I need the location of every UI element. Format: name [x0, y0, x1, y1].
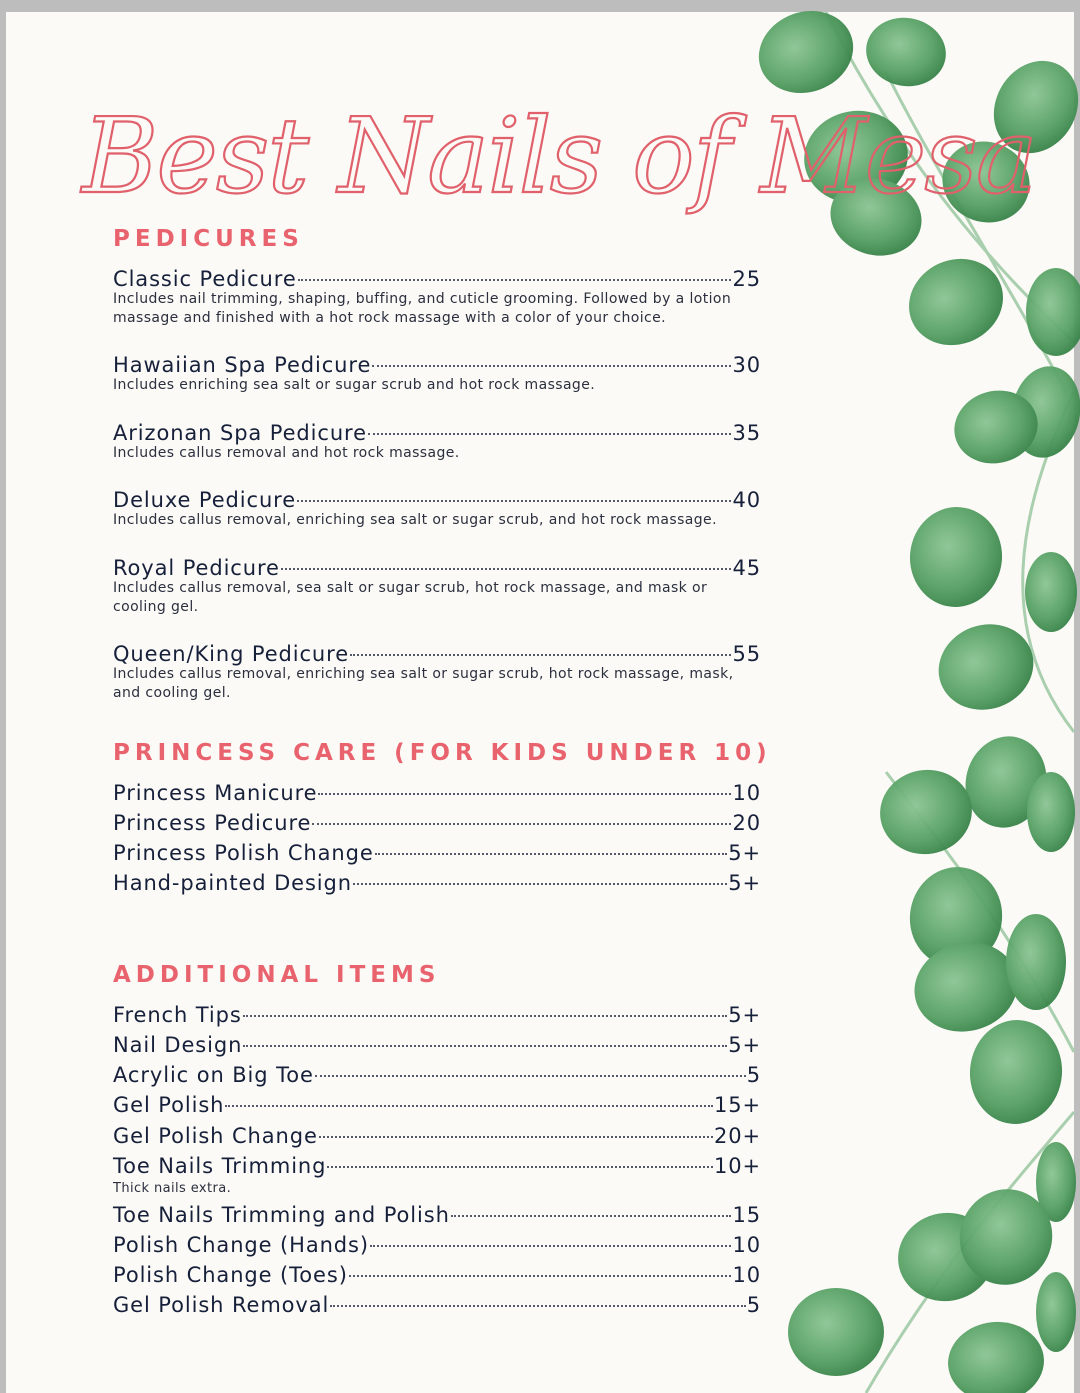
- title-text: Best Nails of Mesa: [82, 95, 1036, 217]
- menu-item-hand-painted-design: [113, 868, 761, 898]
- menu-item-polish-change-toes: [113, 1260, 761, 1290]
- item-name: Gel Polish Removal: [113, 1293, 330, 1317]
- item-price: 5+: [728, 1003, 761, 1027]
- item-price: 45: [732, 556, 761, 580]
- leaf-15: [1027, 772, 1075, 852]
- item-name: Toe Nails Trimming: [113, 1154, 327, 1178]
- dot-leader: [370, 1245, 732, 1247]
- item-name: Hand-painted Design: [113, 871, 352, 895]
- menu-item-deluxe-pedicure: [113, 485, 761, 530]
- dot-leader: [349, 1275, 732, 1277]
- dot-leader: [318, 793, 731, 795]
- item-name: Toe Nails Trimming and Polish: [113, 1203, 450, 1227]
- item-price: 5: [746, 1063, 761, 1087]
- menu-item-princess-manicure: [113, 778, 761, 808]
- item-price: 30: [732, 353, 761, 377]
- item-name: Polish Change (Toes): [113, 1263, 348, 1287]
- item-price: 5+: [728, 1033, 761, 1057]
- menu-item-french-tips: [113, 1000, 761, 1030]
- item-description: Includes nail trimming, shaping, buffing, and cuticle grooming. Followed by a lotion massage and finished with a hot rock massage with a color of your choice.: [113, 291, 732, 326]
- item-name: Hawaiian Spa Pedicure: [113, 353, 372, 377]
- item-price: 5+: [728, 841, 761, 865]
- menu-item-princess-pedicure: [113, 808, 761, 838]
- item-name: Deluxe Pedicure: [113, 488, 297, 512]
- item-price: 5: [746, 1293, 761, 1317]
- section-heading-princess-care: PRINCESS CARE (FOR KIDS UNDER 10): [113, 740, 772, 766]
- item-name: Royal Pedicure: [113, 556, 280, 580]
- menu-item-hawaiian-spa-pedicure: [113, 350, 761, 395]
- item-description: Includes callus removal, sea salt or sugar scrub, hot rock massage, and mask or cooling gel.: [113, 580, 708, 615]
- item-name: Princess Pedicure: [113, 811, 312, 835]
- menu-page: [6, 12, 1074, 1393]
- leaf-24: [945, 1318, 1048, 1393]
- leaf-19: [966, 1016, 1067, 1128]
- dot-leader: [281, 568, 732, 570]
- section-heading-pedicures: PEDICURES: [113, 226, 304, 252]
- item-name: Gel Polish: [113, 1093, 225, 1117]
- dot-leader: [243, 1045, 727, 1047]
- item-price: 10: [732, 1233, 761, 1257]
- item-price: 10: [732, 1263, 761, 1287]
- page-title: [76, 74, 1036, 234]
- menu-item-gel-polish: [113, 1090, 761, 1120]
- item-name: Princess Manicure: [113, 781, 318, 805]
- menu-item-gel-polish-removal: [113, 1290, 761, 1320]
- item-price: 35: [732, 421, 761, 445]
- menu-item-toe-nails-trimming: [113, 1151, 761, 1181]
- menu-item-queen-king-pedicure: [113, 639, 761, 703]
- leaf-25: [1036, 1272, 1076, 1352]
- dot-leader: [451, 1215, 732, 1217]
- menu-item-princess-polish-change: [113, 838, 761, 868]
- leaf-11: [1025, 552, 1077, 632]
- section-heading-additional-items: ADDITIONAL ITEMS: [113, 962, 441, 988]
- item-price: 40: [732, 488, 761, 512]
- item-price: 5+: [728, 871, 761, 895]
- leaf-7: [1026, 268, 1080, 356]
- item-description: Includes callus removal, enriching sea salt or sugar scrub, and hot rock massage.: [113, 512, 717, 528]
- dot-leader: [319, 1136, 713, 1138]
- dot-leader: [350, 654, 731, 656]
- item-name: Queen/King Pedicure: [113, 642, 350, 666]
- dot-leader: [353, 883, 727, 885]
- menu-item-gel-polish-change: [113, 1121, 761, 1151]
- dot-leader: [243, 1015, 728, 1017]
- leaf-1: [861, 12, 952, 93]
- item-name: Nail Design: [113, 1033, 243, 1057]
- dot-leader: [330, 1305, 745, 1307]
- leaf-18: [1006, 914, 1066, 1010]
- menu-item-acrylic-big-toe: [113, 1060, 761, 1090]
- item-name: Classic Pedicure: [113, 267, 297, 291]
- menu-item-arizonan-spa-pedicure: [113, 418, 761, 463]
- item-description: Includes callus removal, enriching sea salt or sugar scrub, hot rock massage, mask, and cooling gel.: [113, 666, 734, 701]
- menu-item-toe-nails-trimming-polish: [113, 1200, 761, 1230]
- leaf-23: [788, 1288, 884, 1376]
- item-name: French Tips: [113, 1003, 242, 1027]
- dot-leader: [315, 1075, 746, 1077]
- dot-leader: [372, 365, 731, 367]
- item-price: 10: [732, 781, 761, 805]
- dot-leader: [298, 279, 732, 281]
- item-description: Includes enriching sea salt or sugar scrub and hot rock massage.: [113, 377, 596, 393]
- dot-leader: [225, 1105, 713, 1107]
- item-price: 25: [732, 267, 761, 291]
- menu-item-polish-change-hands: [113, 1230, 761, 1260]
- item-price: 10+: [713, 1154, 761, 1178]
- item-price: 55: [732, 642, 761, 666]
- thick-nails-note: Thick nails extra.: [113, 1181, 232, 1196]
- dot-leader: [297, 500, 731, 502]
- item-name: Princess Polish Change: [113, 841, 374, 865]
- item-name: Gel Polish Change: [113, 1124, 318, 1148]
- menu-item-royal-pedicure: [113, 553, 761, 617]
- item-price: 15: [732, 1203, 761, 1227]
- dot-leader: [327, 1166, 713, 1168]
- dot-leader: [375, 853, 728, 855]
- dot-leader: [312, 823, 731, 825]
- item-price: 20: [732, 811, 761, 835]
- menu-item-classic-pedicure: [113, 264, 761, 328]
- item-name: Arizonan Spa Pedicure: [113, 421, 367, 445]
- dot-leader: [368, 433, 732, 435]
- item-description: Includes callus removal and hot rock massage.: [113, 445, 460, 461]
- menu-item-nail-design: [113, 1030, 761, 1060]
- leaf-6: [895, 244, 1018, 361]
- item-name: Polish Change (Hands): [113, 1233, 369, 1257]
- item-price: 20+: [713, 1124, 761, 1148]
- item-price: 15+: [713, 1093, 761, 1117]
- item-name: Acrylic on Big Toe: [113, 1063, 314, 1087]
- leaf-10: [906, 503, 1006, 611]
